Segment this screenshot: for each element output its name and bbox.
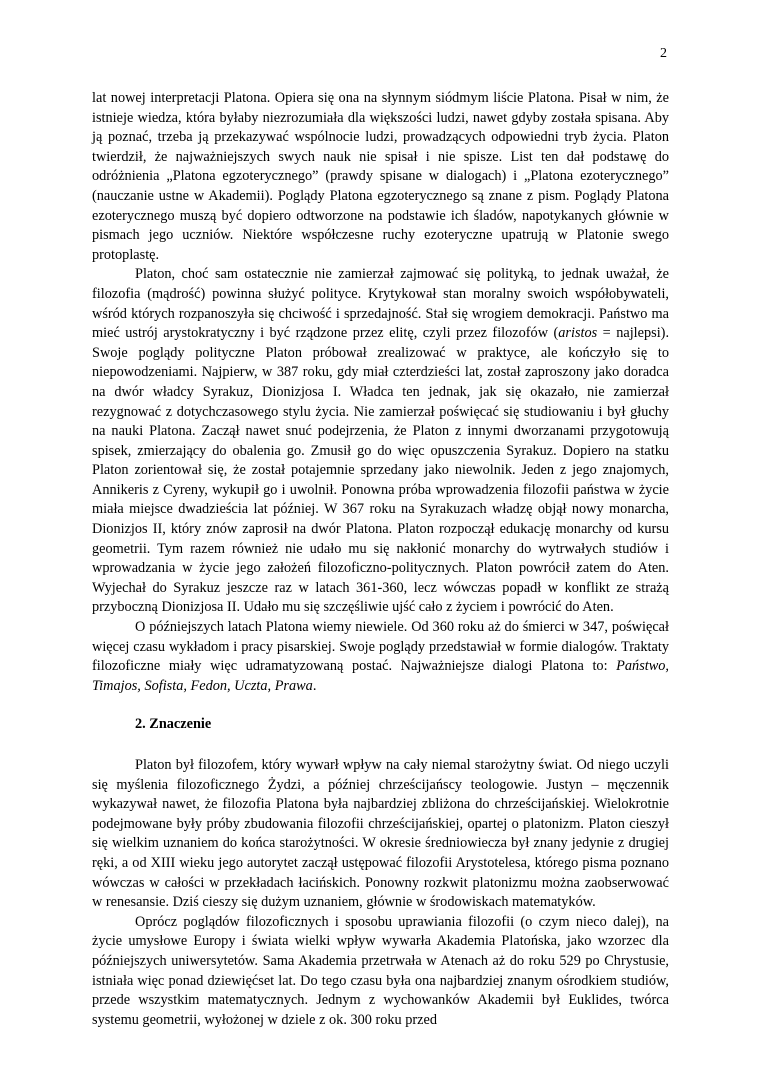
- paragraph-text: Platon, choć sam ostatecznie nie zamierzał zajmować się polityką, to jednak uważał, że filozofia (mądrość) powinna służyć polityce. Krytykował stan moralny swoich współobywateli, wśród których rozpanoszyła się chciwość i sprzedajność. Stał się wrogiem demokracji. Państwo ma mieć ustrój arystokratyczny i być rządzone przez elitę, czyli przez filozofów (: [92, 266, 669, 342]
- paragraph-significance: Platon był filozofem, który wywarł wpływ na cały niemal starożytny świat. Od niego uczyli się myślenia filozoficznego Żydzi, a później chrześcijańscy teologowie. Justyn – męczennik wykazywał nawet, że filozofia Platona była najbardziej zbliżona do chrześcijańskiej. Wielokrotnie podejmowane były próby zbudowania filozofii chrześcijańskiej, opartej o platonizm. Platon cieszył się wielkim uznaniem do końca starożytności. W okresie średniowiecza był znany jedynie z drugiej ręki, a od XIII wieku jego autorytet zaczął ustępować filozofii Arystotelesa, którego pisma poznano wówczas w całości w przekładach łacińskich. Ponowny rozkwit platonizmu można zaobserwować w renesansie. Dziś cieszy się dużym uznaniem, głównie w środowiskach matematyków.: [92, 757, 669, 911]
- paragraph-esoteric-platon: lat nowej interpretacji Platona. Opiera się ona na słynnym siódmym liście Platona. Pisał w nim, że istnieje wiedza, która byłaby niezrozumiała dla większości ludzi, nawet gdyby została spisana. Aby ją poznać, trzeba ją przekazywać wspólnocie ludzi, prowadzących odpowiedni tryb życia. Platon twierdził, że najważniejszych swych nauk nie spisał i nie spisze. List ten dał podstawę do odróżnienia „Platona egzoterycznego” (prawdy spisane w dialogach) i „Platona ezoterycznego” (nauczanie ustne w Akademii). Poglądy Platona egzoterycznego są znane z pism. Poglądy Platona ezoterycznego muszą być dopiero odtworzone na podstawie ich śladów, napotykanych głównie w pismach jego uczniów. Niektóre współczesne ruchy ezoteryczne upatrują w Platonie swego protoplastę.: [92, 90, 669, 263]
- dialogues-list: Państwo, Timajos, Sofista, Fedon, Uczta, Prawa: [92, 658, 669, 694]
- paragraph-later-years: [92, 618, 669, 696]
- paragraph-academy: Oprócz poglądów filozoficznych i sposobu uprawiania filozofii (o czym nieco dalej), na życie umysłowe Europy i świata wielki wpływ wywarła Akademia Platońska, jako wzorzec dla późniejszych uniwersytetów. Sama Akademia przetrwała w Atenach aż do roku 529 po Chrystusie, istniała więc ponad dziewięćset lat. Do tego czasu była ona najbardziej znanym ośrodkiem studiów, przede wszystkim matematycznych. Jednym z wychowanków Akademii był Euklides, twórca systemu geometrii, wyłożonej w dziele z ok. 300 roku przed: [92, 913, 669, 1028]
- italic-term: aristos: [558, 325, 598, 342]
- paragraph-politics: [92, 265, 669, 618]
- paragraph-text: O późniejszych latach Platona wiemy niewiele. Od 360 roku aż do śmierci w 347, poświęcał więcej czasu wykładom i pracy pisarskiej. Swoje poglądy przedstawiał w formie dialogów. Traktaty filozoficzne miały więc udramatyzowaną postać. Najważniejsze dialogi Platona to:: [92, 619, 669, 675]
- section-heading: 2. Znaczenie: [135, 716, 212, 733]
- document-body: [92, 89, 669, 1030]
- paragraph-end: .: [312, 677, 317, 694]
- paragraph-text: = najlepsi). Swoje poglądy polityczne Platon próbował zrealizować w praktyce, ale kończyło się to niepowodzeniami. Najpierw, w 387 roku, gdy miał czterdzieści lat, został zaproszony jako doradca na dwór władcy Syrakuz, Dionizjosa I. Władca ten jednak, jak się okazało, nie zamierzał rezygnować z dotychczasowego stylu życia. Nie zamierzał poświęcać się studiowaniu i był głuchy na nauki Platona. Zaczął nawet snuć podejrzenia, że Platon z innymi dworzanami przygotowują spisek, zmierzający do obalenia go. Zmusił go do więc opuszczenia Syrakuz. Dopiero na statku Platon zorientował się, że został potajemnie sprzedany jako niewolnik. Jeden z jego znajomych, Annikeris z Cyreny, wykupił go i uwolnił. Ponowna próba wprowadzenia filozofii państwa w życie miała miejsce dwadzieścia lat później. W 367 roku na Syrakuzach władzę objął nowy monarcha, Dionizjos II, który znów zaprosił na dwór Platona. Platon rozpoczął edukację monarchy od kursu geometrii. Tym razem również nie udało mu się nakłonić monarchy do wytrwałych studiów i wprowadzania w życie jego założeń filozoficzno-politycznych. Platon powrócił zatem do Aten. Wyjechał do Syrakuz jeszcze raz w latach 361-360, lecz wówczas popadł w konflikt ze strażą przyboczną Dionizjosa II. Udało mu się szczęśliwie ujść cało z życiem i powrócić do Aten.: [92, 325, 670, 616]
- page-number: 2: [660, 46, 667, 61]
